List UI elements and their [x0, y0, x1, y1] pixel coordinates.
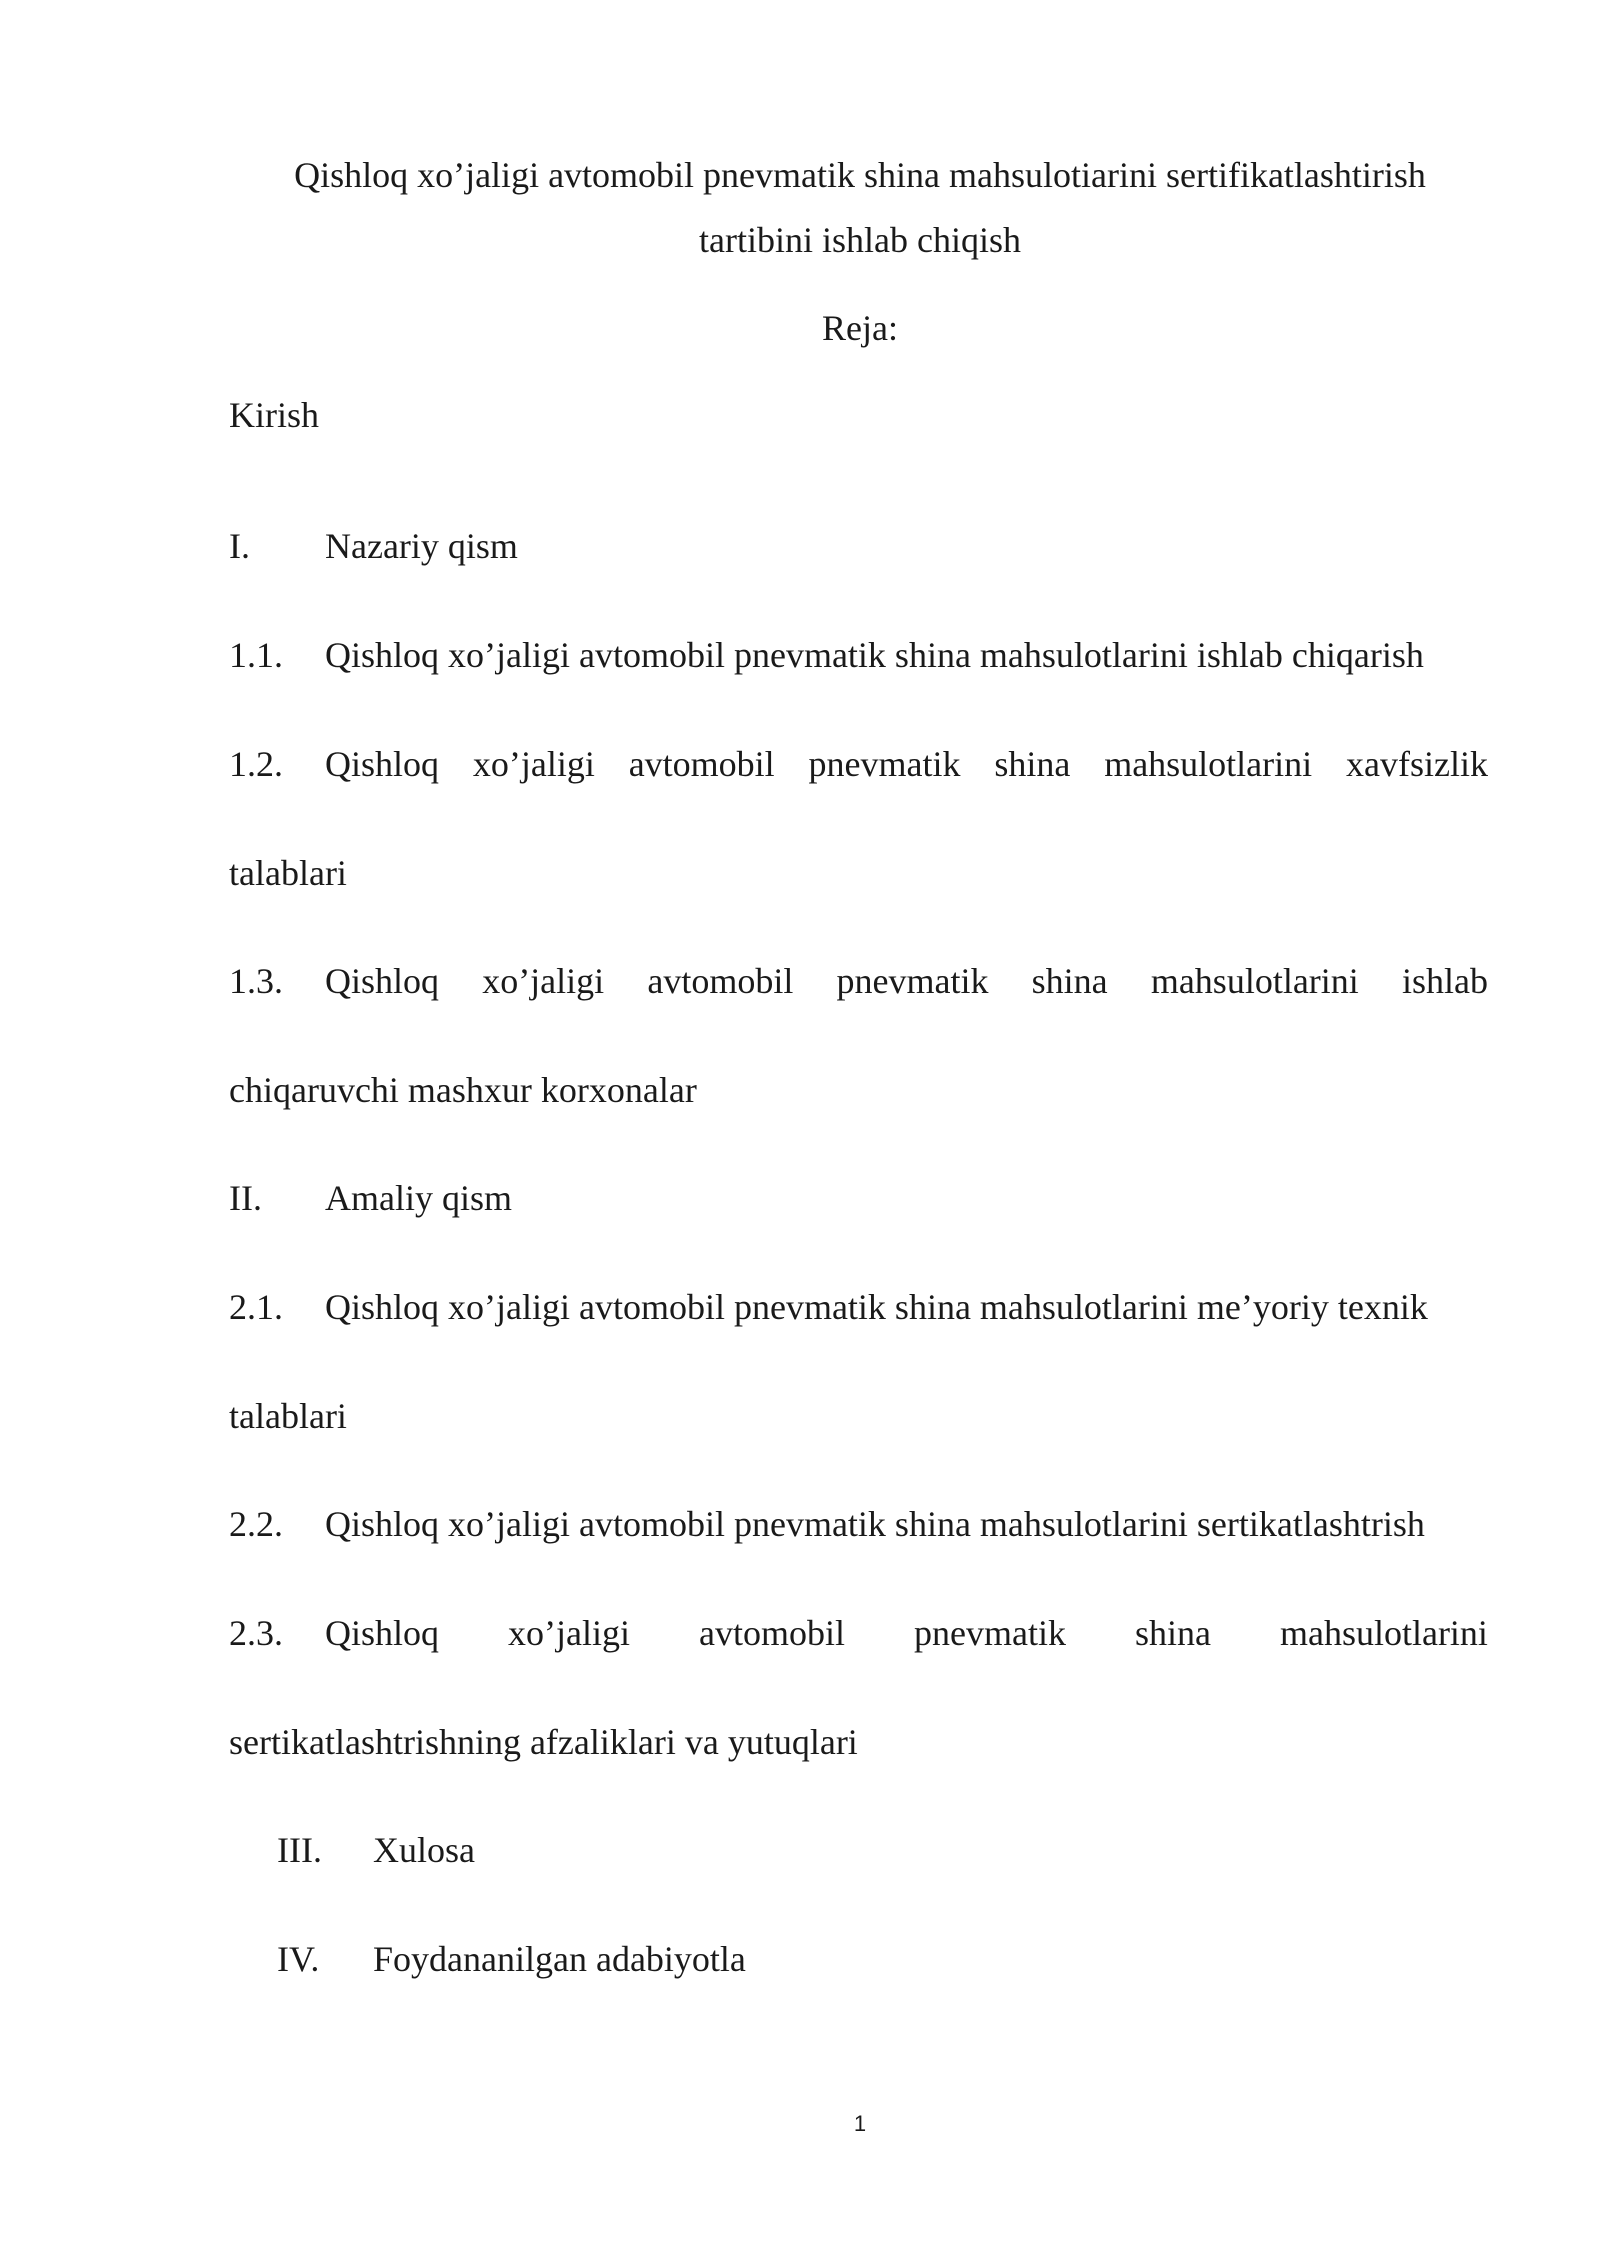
item-number: 1.3.: [229, 961, 283, 1001]
item-text: Qishloq xo’jaligi avtomobil pnevmatik shina mahsulotlarini me’yoriy texnik: [325, 1287, 1428, 1327]
toc-item-1-2-continued: talablari: [229, 853, 347, 893]
item-number: 2.2.: [229, 1504, 283, 1544]
word: pnevmatik: [808, 744, 961, 784]
toc-item-1-1: [229, 633, 1424, 677]
section-number: IV.: [277, 1939, 320, 1979]
item-number: 1.2.: [229, 744, 283, 784]
item-text: [325, 1611, 1488, 1655]
toc-item-2-1-continued: talablari: [229, 1396, 347, 1436]
section-4-heading: [277, 1937, 746, 1981]
word: pnevmatik: [914, 1613, 1066, 1653]
item-text: [325, 959, 1488, 1003]
section-1-heading: [229, 524, 518, 568]
toc-item-1-2: [229, 742, 1488, 786]
item-text: Qishloq xo’jaligi avtomobil pnevmatik shina mahsulotlarini sertikatlashtrish: [325, 1504, 1425, 1544]
item-number: 1.1.: [229, 635, 283, 675]
item-number: 2.1.: [229, 1287, 283, 1327]
word: avtomobil: [628, 744, 775, 784]
title-line-2: tartibini ishlab chiqish: [699, 220, 1021, 260]
section-title: Amaliy qism: [325, 1178, 512, 1218]
word: avtomobil: [647, 961, 794, 1001]
section-2-heading: [229, 1176, 512, 1220]
word: shina: [994, 744, 1071, 784]
toc-item-1-3-continued: chiqaruvchi mashxur korxonalar: [229, 1070, 697, 1110]
word: mahsulotlarini: [1279, 1613, 1488, 1653]
word: xavfsizlik: [1346, 744, 1488, 784]
word: mahsulotlarini: [1150, 961, 1359, 1001]
section-3-heading: [277, 1828, 475, 1872]
item-text: [325, 742, 1488, 786]
word: xo’jaligi: [472, 744, 595, 784]
word: xo’jaligi: [508, 1613, 630, 1653]
page-number: 1: [853, 2111, 867, 2136]
word: xo’jaligi: [482, 961, 605, 1001]
section-title: Foydananilgan adabiyotla: [373, 1939, 746, 1979]
word: ishlab: [1401, 961, 1488, 1001]
word: Qishloq: [325, 1613, 440, 1653]
section-title: Xulosa: [373, 1830, 475, 1870]
toc-item-2-2: [229, 1502, 1425, 1546]
word: shina: [1134, 1613, 1211, 1653]
word: Qishloq: [325, 961, 440, 1001]
plan-heading: Reja:: [822, 308, 898, 348]
word: mahsulotlarini: [1104, 744, 1313, 784]
section-title: Nazariy qism: [325, 526, 518, 566]
section-number: III.: [277, 1830, 322, 1870]
toc-item-2-1: [229, 1285, 1428, 1329]
word: Qishloq: [325, 744, 440, 784]
item-text: Qishloq xo’jaligi avtomobil pnevmatik shina mahsulotlarini ishlab chiqarish: [325, 635, 1424, 675]
word: shina: [1031, 961, 1108, 1001]
title-line-1: Qishloq xo’jaligi avtomobil pnevmatik shina mahsulotiarini sertifikatlashtirish: [294, 155, 1426, 195]
section-number: II.: [229, 1178, 262, 1218]
word: pnevmatik: [836, 961, 989, 1001]
item-number: 2.3.: [229, 1613, 283, 1653]
word: avtomobil: [699, 1613, 845, 1653]
toc-item-2-3: [229, 1611, 1488, 1655]
toc-item-2-3-continued: sertikatlashtrishning afzaliklari va yutuqlari: [229, 1722, 858, 1762]
intro-heading: Kirish: [229, 395, 319, 435]
section-number: I.: [229, 526, 250, 566]
toc-item-1-3: [229, 959, 1488, 1003]
